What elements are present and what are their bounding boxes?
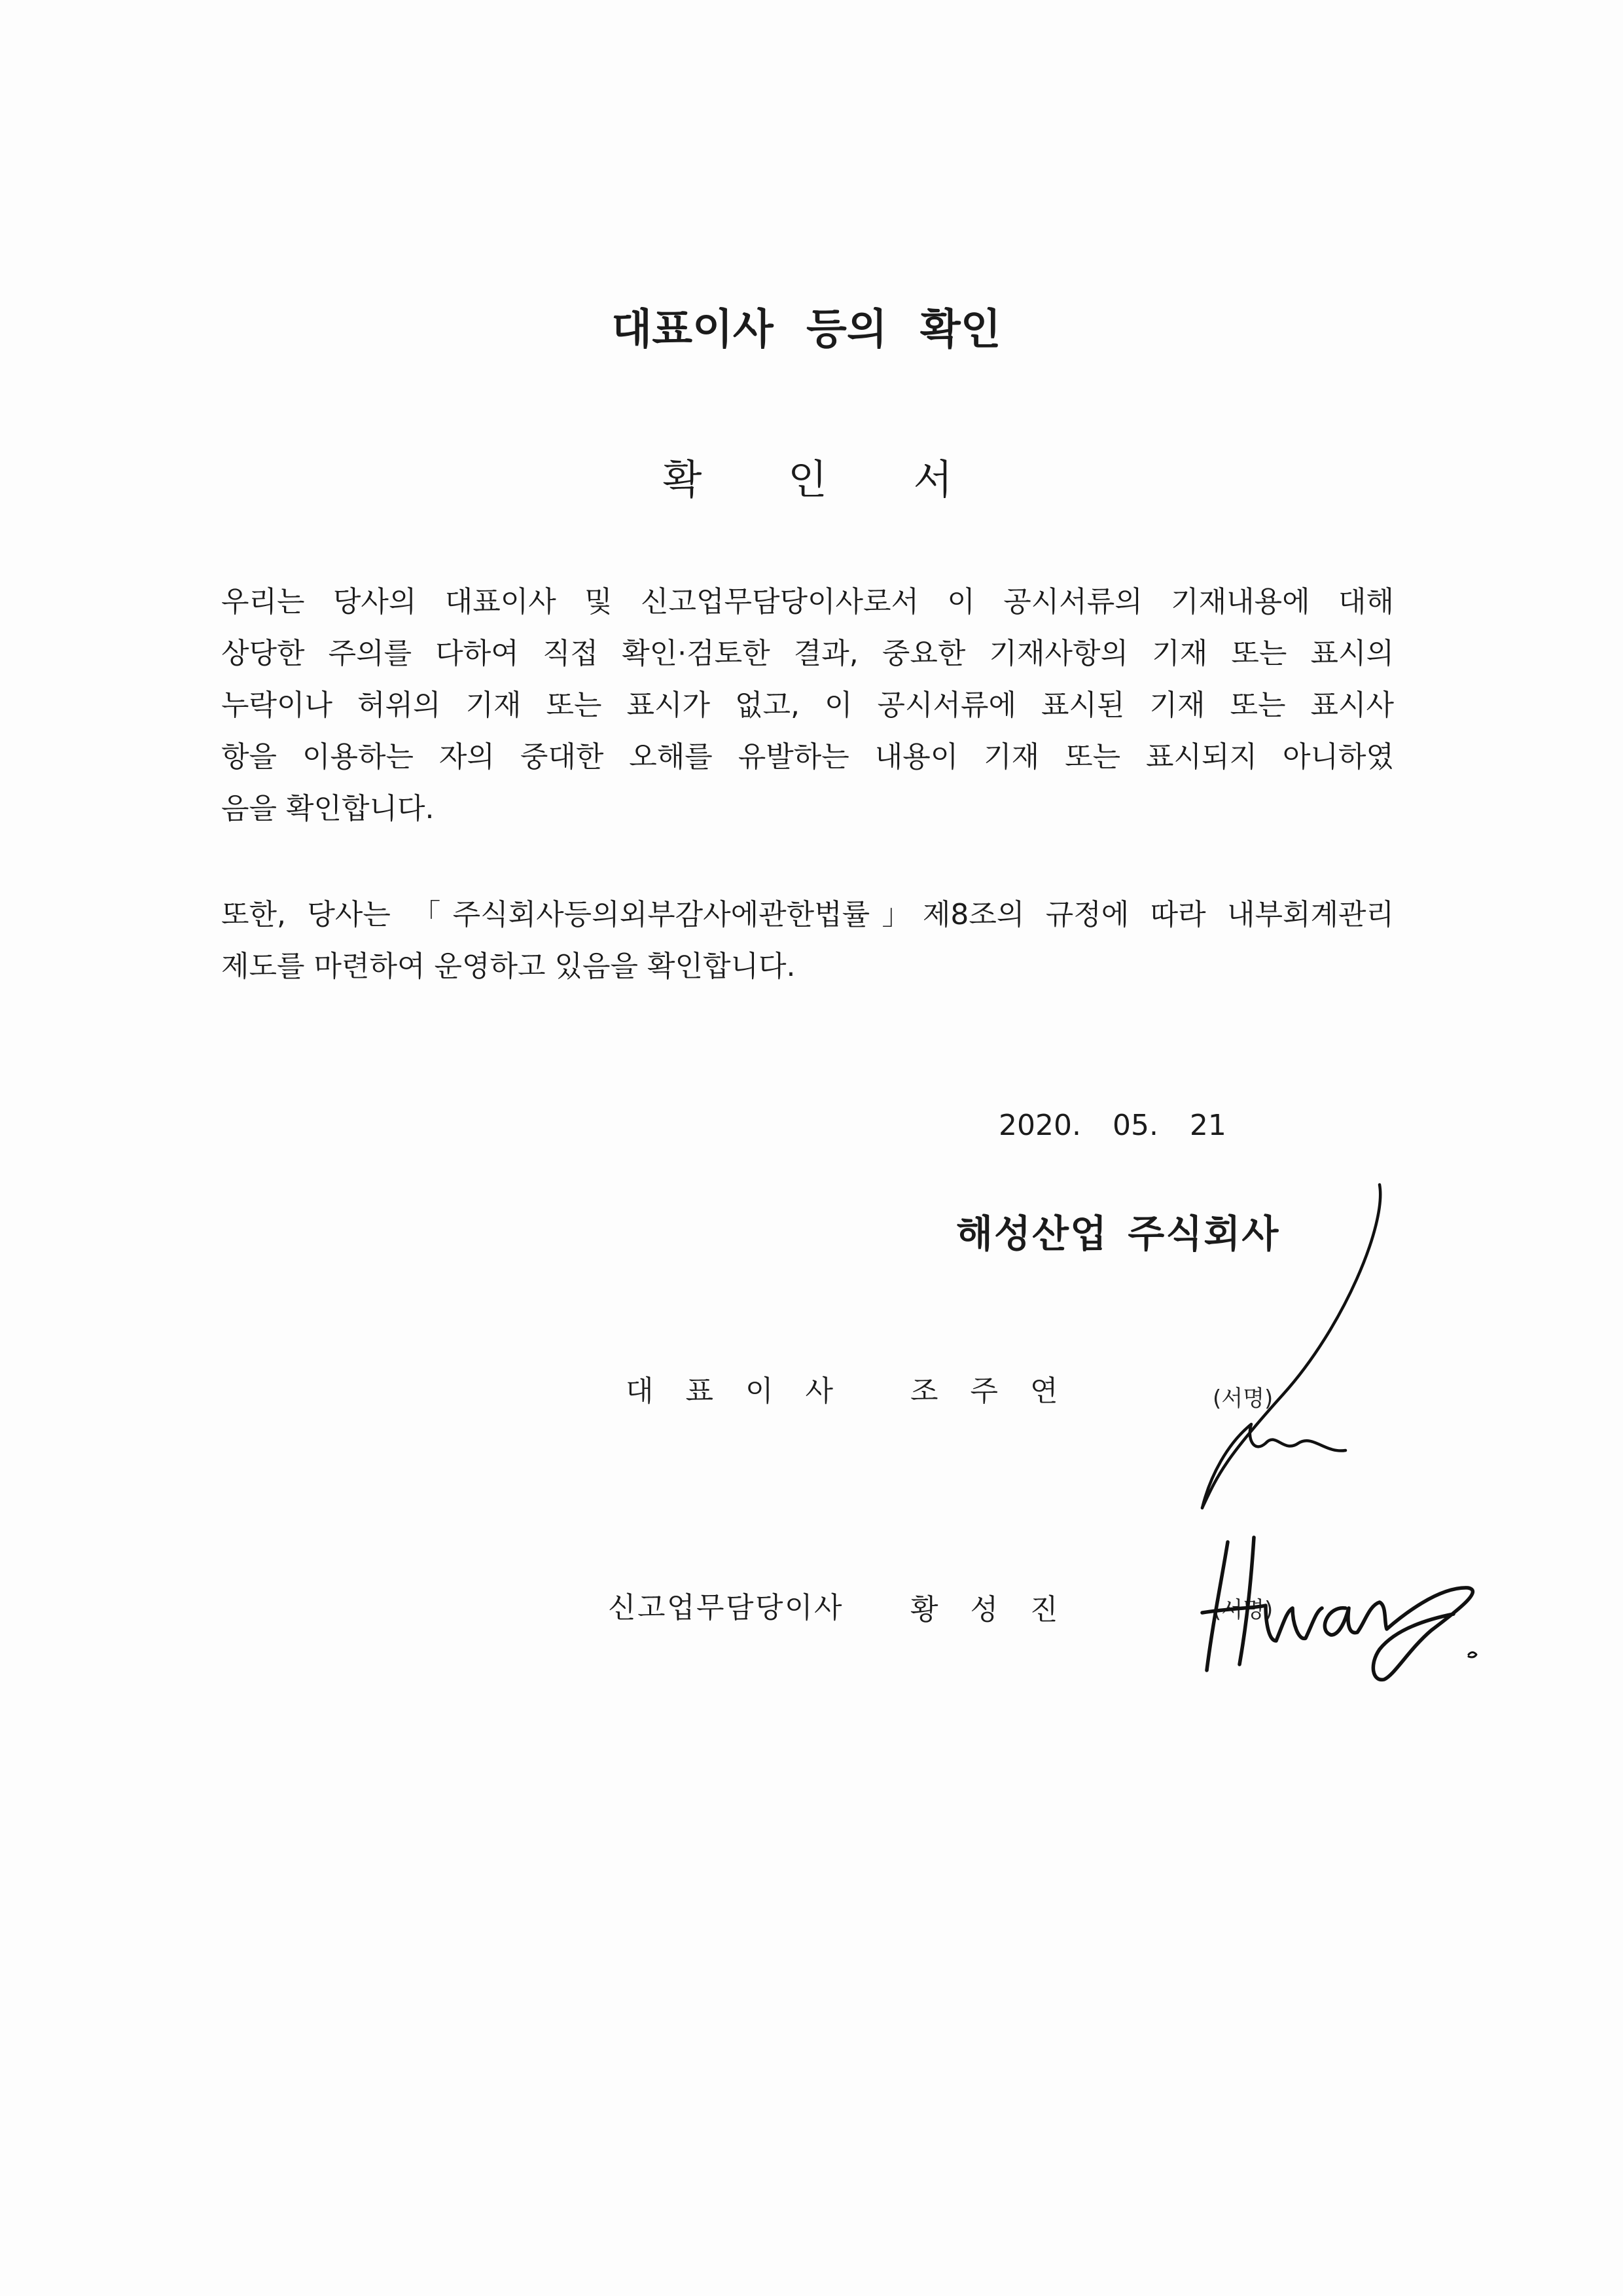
signer-role-disclosure-officer: 신고업무담당이사: [608, 1591, 844, 1624]
internal-control-paragraph: [221, 889, 1394, 992]
signature-label: (서명): [1213, 1386, 1274, 1412]
paragraph-line: 또한, 당사는 「주식회사등의외부감사에관한법률」제8조의 규정에 따라 내부회계관리: [221, 898, 1394, 931]
document-subtitle: 확 인 서: [662, 456, 953, 503]
confirmation-paragraph: [221, 576, 1394, 834]
signature-stroke: [1325, 1588, 1472, 1679]
paragraph-line: 누락이나 허위의 기재 또는 표시가 없고, 이 공시서류에 표시된 기재 또는 표시사: [221, 689, 1394, 722]
signer-role-ceo: 대 표 이 사: [626, 1374, 833, 1408]
company-name: 해성산업 주식회사: [956, 1211, 1280, 1256]
paragraph-line: 항을 이용하는 자의 중대한 오해를 유발하는 내용이 기재 또는 표시되지 아니하였: [221, 740, 1394, 774]
signature-dot: [1469, 1653, 1476, 1658]
signer-name-disclosure-officer: 황 성 진: [910, 1593, 1058, 1626]
signature-stroke: [1202, 1424, 1346, 1508]
signature-label: (서명): [1213, 1597, 1274, 1623]
paragraph-line: 우리는 당사의 대표이사 및 신고업무담당이사로서 이 공시서류의 기재내용에 대해: [221, 585, 1394, 619]
document-title: 대표이사 등의 확인: [611, 306, 1001, 354]
document-date: 2020. 05. 21: [999, 1109, 1226, 1142]
signer-name-ceo: 조 주 연: [910, 1374, 1058, 1408]
paragraph-line: 음을 확인합니다.: [221, 792, 435, 825]
paragraph-line: 제도를 마련하여 운영하고 있음을 확인합니다.: [221, 950, 796, 983]
paragraph-line: 상당한 주의를 다하여 직접 확인·검토한 결과, 중요한 기재사항의 기재 또는 표시의: [221, 637, 1394, 670]
